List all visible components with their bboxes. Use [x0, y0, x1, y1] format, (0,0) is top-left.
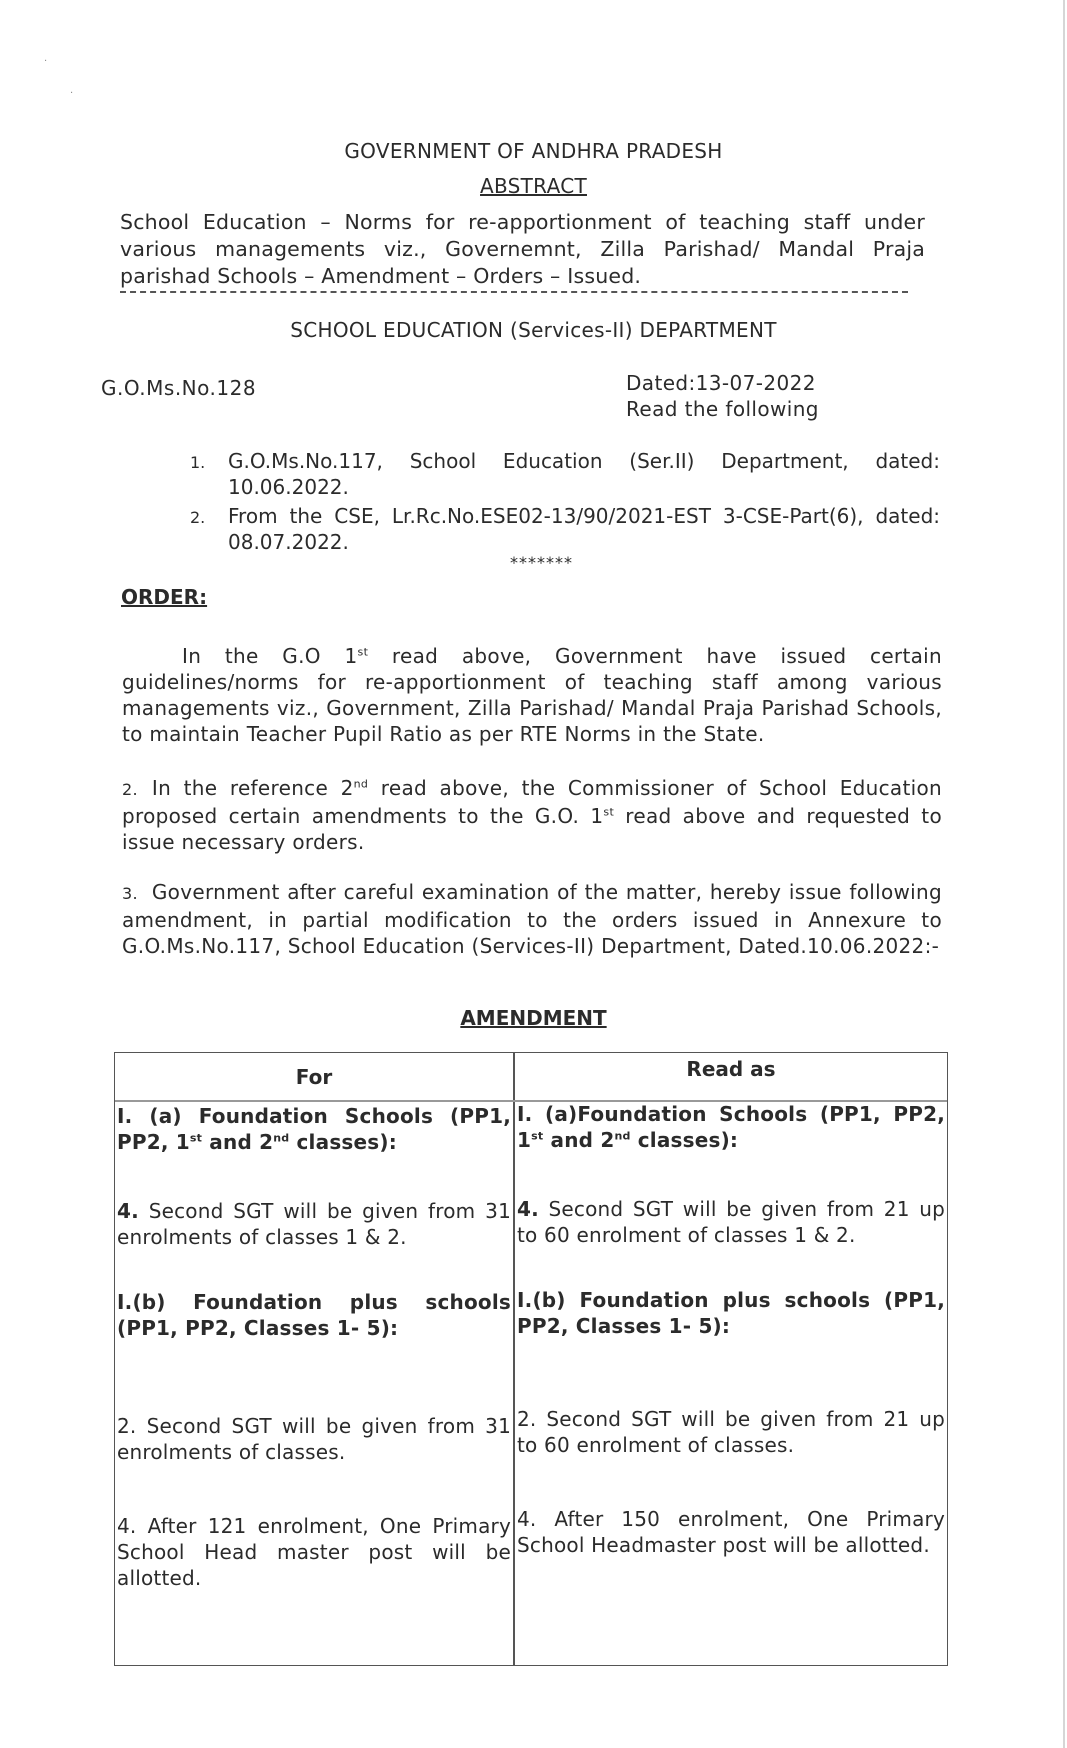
column-header-read-as: Read as — [686, 1057, 776, 1081]
go-date-block — [626, 370, 819, 422]
column-header-for: For — [295, 1065, 333, 1089]
paragraph-text: read above, the Commissioner of School Education proposed certain amendments to the G.O. 1 — [122, 776, 942, 828]
for-section-1a — [117, 1103, 511, 1155]
references-list — [190, 448, 940, 558]
department-heading: SCHOOL EDUCATION (Services-II) DEPARTMENT — [290, 318, 777, 342]
for-rule-2-foundation-plus: 2. Second SGT will be given from 31 enrolments of classes. — [117, 1414, 511, 1464]
order-heading: ORDER: — [121, 585, 208, 609]
paragraph-1 — [122, 643, 942, 747]
read-following-label: Read the following — [626, 397, 819, 421]
paragraph-number: 3. — [122, 884, 138, 903]
cell-text: Second SGT will be given from 31 enrolments of classes 1 & 2. — [117, 1199, 511, 1249]
ordinal-superscript: nd — [273, 1131, 290, 1145]
cell-text: and 2 — [543, 1128, 615, 1152]
ordinal-superscript: st — [531, 1129, 544, 1143]
paragraph-text: In the G.O 1 — [182, 644, 358, 668]
page-edge — [1063, 0, 1065, 1748]
reference-item — [190, 503, 940, 555]
rule-number: 4. — [517, 1197, 539, 1221]
ordinal-superscript: st — [603, 805, 615, 819]
cell-text: I. (a) Foundation Schools (PP1, PP2, 1 — [117, 1104, 511, 1154]
scan-speck: · — [44, 56, 48, 67]
read-as-section-1a — [517, 1101, 945, 1153]
paragraph-text: Government after careful examination of the matter, hereby issue following amendment, in partial modification to the orders issued in Annexure to G.O.Ms.No.117, School Education (Services-II) Department, Dated.10.06.2022:- — [122, 880, 942, 958]
abstract-heading: ABSTRACT — [480, 174, 587, 198]
for-section-1b: I.(b) Foundation plus schools (PP1, PP2, Classes 1- 5): — [117, 1290, 511, 1340]
reference-text: G.O.Ms.No.117, School Education (Ser.II) Department, dated: 10.06.2022. — [228, 449, 940, 499]
amendment-heading: AMENDMENT — [460, 1006, 607, 1030]
ordinal-superscript: nd — [353, 777, 369, 791]
table-column-divider — [513, 1053, 515, 1665]
read-as-rule-4-foundation — [517, 1196, 945, 1248]
paragraph-text: In the reference 2 — [151, 776, 354, 800]
for-rule-4-foundation — [117, 1198, 511, 1250]
reference-item — [190, 448, 940, 500]
read-as-rule-4-headmaster: 4. After 150 enrolment, One Primary School Headmaster post will be allotted. — [517, 1507, 945, 1557]
cell-text: Second SGT will be given from 21 up to 60 enrolment of classes 1 & 2. — [517, 1197, 945, 1247]
rule-number: 4. — [117, 1199, 139, 1223]
paragraph-text: read above, Government have issued certain guidelines/norms for re-apportionment of teaching staff among various managements viz., Government, Zilla Parishad/ Mandal Praja Parishad Schools, to maintain Teacher Pupil Ratio as per RTE Norms in the State. — [122, 644, 942, 746]
ordinal-superscript: st — [357, 645, 369, 659]
cell-text: classes): — [630, 1128, 739, 1152]
cell-text: classes): — [289, 1130, 397, 1154]
separator-stars: ******* — [510, 553, 573, 572]
reference-text: From the CSE, Lr.Rc.No.ESE02-13/90/2021-EST 3-CSE-Part(6), dated: 08.07.2022. — [228, 504, 940, 554]
go-date: Dated:13-07-2022 — [626, 371, 816, 395]
government-title: GOVERNMENT OF ANDHRA PRADESH — [344, 139, 723, 163]
reference-number: 2. — [190, 508, 206, 527]
cell-text: and 2 — [202, 1130, 274, 1154]
ordinal-superscript: nd — [614, 1129, 631, 1143]
dashed-separator — [120, 291, 908, 293]
for-rule-4-headmaster: 4. After 121 enrolment, One Primary School Head master post will be allotted. — [117, 1514, 511, 1590]
ordinal-superscript: st — [189, 1131, 203, 1145]
cell-text: I. (a)Foundation Schools (PP1, PP2, 1 — [517, 1102, 945, 1152]
read-as-section-1b: I.(b) Foundation plus schools (PP1, PP2, Classes 1- 5): — [517, 1288, 945, 1338]
paragraph-text: read above and requested to issue necessary orders. — [122, 804, 942, 854]
paragraph-2 — [122, 775, 942, 855]
paragraph-number: 2. — [122, 780, 138, 799]
scan-speck: · — [70, 88, 74, 99]
paragraph-3 — [122, 879, 942, 959]
abstract-subject: School Education – Norms for re-apportionment of teaching staff under various managements viz., Governemnt, Zilla Parishad/ Mandal Praja parishad Schools – Amendment – Orders – Issued. — [120, 210, 925, 288]
go-number: G.O.Ms.No.128 — [101, 376, 257, 400]
reference-number: 1. — [190, 453, 206, 472]
read-as-rule-2-foundation-plus: 2. Second SGT will be given from 21 up to 60 enrolment of classes. — [517, 1407, 945, 1457]
amendment-table — [114, 1052, 948, 1666]
